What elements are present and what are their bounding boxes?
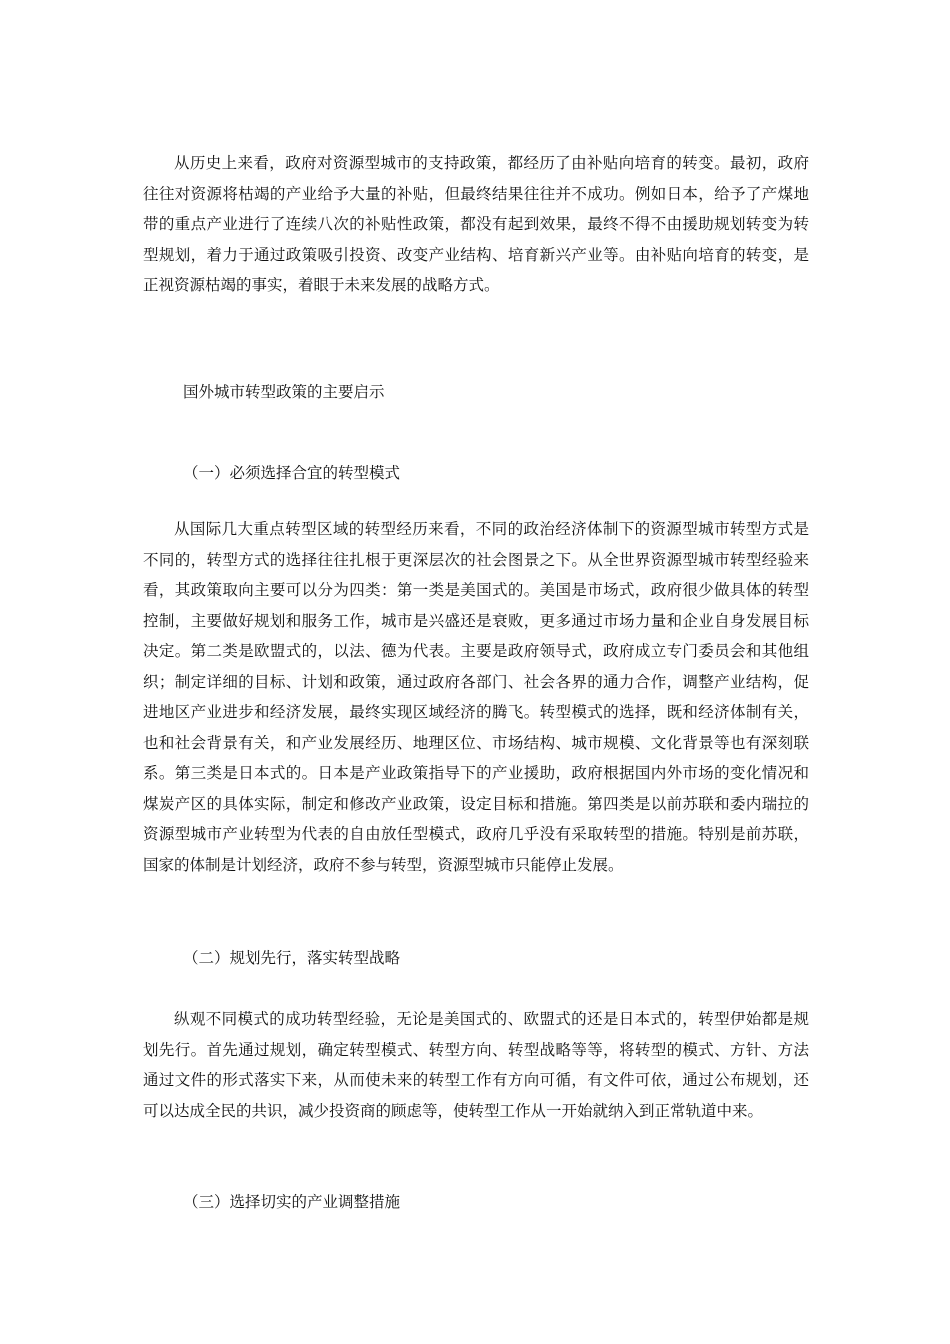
subheading-industry-measures: （三）选择切实的产业调整措施 (183, 1193, 401, 1211)
subheading-planning-first: （二）规划先行，落实转型战略 (183, 949, 401, 967)
paragraph-transition-models: 从国际几大重点转型区域的转型经历来看，不同的政治经济体制下的资源型城市转型方式是不同的，转型方式的选择往往扎根于更深层次的社会图景之下。从全世界资源型城市转型经验来看，其政策取向主要可以分为四类：第一类是美国式的。美国是市场式，政府很少做具体的转型控制，主要做好规划和服务工作，城市是兴盛还是衰败，更多通过市场力量和企业自身发展目标决定。第二类是欧盟式的，以法、德为代表。主要是政府领导式，政府成立专门委员会和其他组织；制定详细的目标、计划和政策，通过政府各部门、社会各界的通力合作，调整产业结构，促进地区产业进步和经济发展，最终实现区域经济的腾飞。转型模式的选择，既和经济体制有关，也和社会背景有关，和产业发展经历、地理区位、市场结构、城市规模、文化背景等也有深刻联系。第三类是日本式的。日本是产业政策指导下的产业援助，政府根据国内外市场的变化情况和煤炭产区的具体实际，制定和修改产业政策，设定目标和措施。第四类是以前苏联和委内瑞拉的资源型城市产业转型为代表的自由放任型模式，政府几乎没有采取转型的措施。特别是前苏联，国家的体制是计划经济，政府不参与转型，资源型城市只能停止发展。 (143, 520, 809, 874)
paragraph-planning-first: 纵观不同模式的成功转型经验，无论是美国式的、欧盟式的还是日本式的，转型伊始都是规划先行。首先通过规划，确定转型模式、转型方向、转型战略等等，将转型的模式、方针、方法通过文件的形式落实下来，从而使未来的转型工作有方向可循，有文件可依，通过公布规划，还可以达成全民的共识，减少投资商的顾虑等，使转型工作从一开始就纳入到正常轨道中来。 (143, 1010, 809, 1120)
section-title: 国外城市转型政策的主要启示 (183, 383, 385, 401)
subheading-transition-model: （一）必须选择合宜的转型模式 (183, 464, 401, 482)
paragraph-subsidy-to-cultivation: 从历史上来看，政府对资源型城市的支持政策，都经历了由补贴向培育的转变。最初，政府往往对资源将枯竭的产业给予大量的补贴，但最终结果往往并不成功。例如日本，给予了产煤地带的重点产业进行了连续八次的补贴性政策，都没有起到效果，最终不得不由援助规划转变为转型规划，着力于通过政策吸引投资、改变产业结构、培育新兴产业等。由补贴向培育的转变，是正视资源枯竭的事实，着眼于未来发展的战略方式。 (143, 154, 809, 294)
